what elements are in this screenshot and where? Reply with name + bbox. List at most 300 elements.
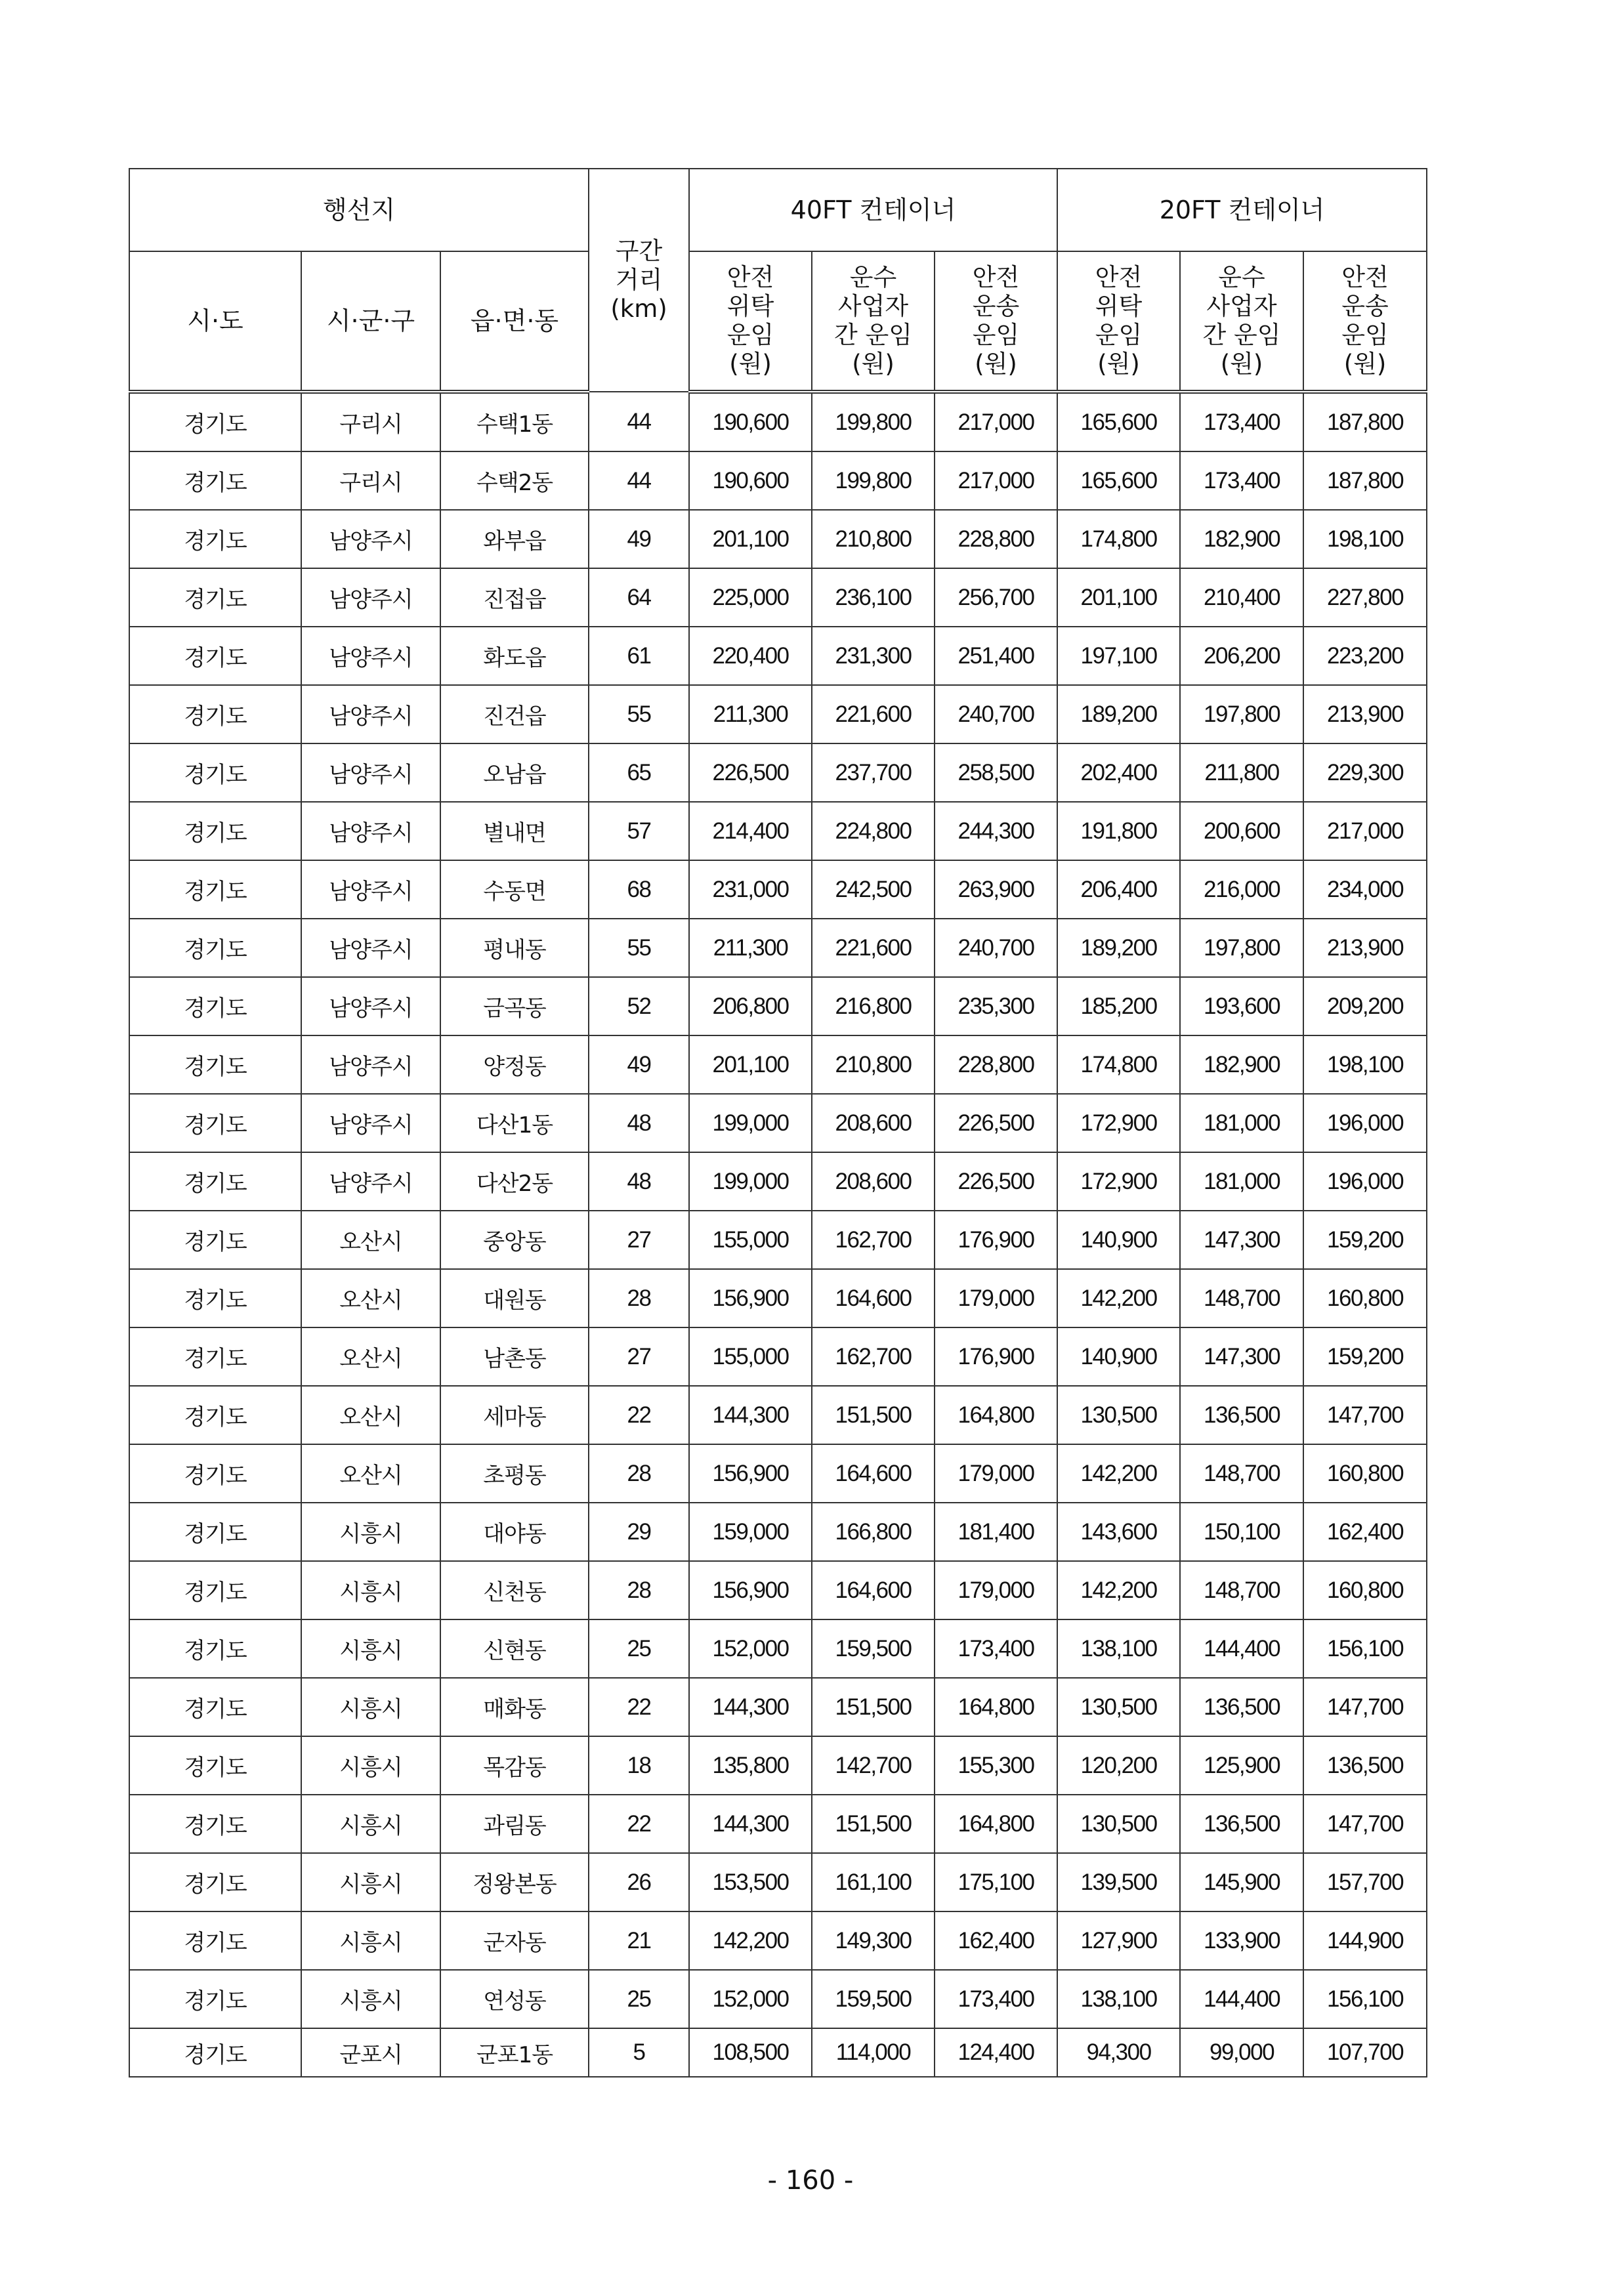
ft20-safe-consign-cell: 142,200 <box>1057 1269 1180 1327</box>
sido-cell: 경기도 <box>129 1211 301 1269</box>
eupmyeondong-cell: 남촌동 <box>440 1327 589 1386</box>
ft20-safe-transport-cell: 196,000 <box>1303 1094 1427 1152</box>
sido-cell: 경기도 <box>129 510 301 568</box>
ft40-safe-transport-cell: 226,500 <box>935 1152 1057 1211</box>
distance-cell: 26 <box>589 1853 689 1911</box>
distance-cell: 57 <box>589 802 689 860</box>
ft40-safe-transport-cell: 240,700 <box>935 919 1057 977</box>
sido-cell: 경기도 <box>129 2028 301 2077</box>
ft40-carrier-cell: 199,800 <box>812 392 935 451</box>
eupmyeondong-cell: 과림동 <box>440 1795 589 1853</box>
ft20-safe-transport-cell: 217,000 <box>1303 802 1427 860</box>
sido-cell: 경기도 <box>129 1795 301 1853</box>
ft40-carrier-cell: 208,600 <box>812 1094 935 1152</box>
eupmyeondong-cell: 대원동 <box>440 1269 589 1327</box>
eupmyeondong-cell: 화도읍 <box>440 627 589 685</box>
ft20-safe-transport-cell: 156,100 <box>1303 1619 1427 1678</box>
eupmyeondong-cell: 수택1동 <box>440 392 589 451</box>
sigungu-cell: 시흥시 <box>301 1853 440 1911</box>
sigungu-cell: 남양주시 <box>301 919 440 977</box>
eupmyeondong-cell: 금곡동 <box>440 977 589 1035</box>
ft20-safe-transport-cell: 198,100 <box>1303 1035 1427 1094</box>
ft40-carrier-cell: 159,500 <box>812 1619 935 1678</box>
ft20-safe-transport-cell: 234,000 <box>1303 860 1427 919</box>
ft20-carrier-cell: 136,500 <box>1180 1678 1303 1736</box>
ft40-safe-consign-cell: 135,800 <box>689 1736 812 1795</box>
ft20-carrier-header: 운수 사업자 간 운임 (원) <box>1180 251 1303 392</box>
table-header <box>129 169 1427 392</box>
ft20-safe-transport-cell: 159,200 <box>1303 1211 1427 1269</box>
ft20-safe-consign-cell: 172,900 <box>1057 1152 1180 1211</box>
ft20-carrier-cell: 136,500 <box>1180 1386 1303 1444</box>
ft40-safe-transport-cell: 244,300 <box>935 802 1057 860</box>
freight-rate-table <box>129 168 1427 2077</box>
ft40-safe-consign-cell: 159,000 <box>689 1503 812 1561</box>
sido-cell: 경기도 <box>129 802 301 860</box>
ft20-safe-transport-cell: 229,300 <box>1303 743 1427 802</box>
eupmyeondong-cell: 연성동 <box>440 1970 589 2028</box>
ft20-safe-transport-cell: 160,800 <box>1303 1444 1427 1503</box>
ft20-carrier-cell: 148,700 <box>1180 1269 1303 1327</box>
sido-header: 시·도 <box>129 251 301 392</box>
table-row <box>129 802 1427 860</box>
sigungu-cell: 구리시 <box>301 392 440 451</box>
sigungu-cell: 구리시 <box>301 451 440 510</box>
ft20-carrier-cell: 181,000 <box>1180 1094 1303 1152</box>
ft40-carrier-cell: 166,800 <box>812 1503 935 1561</box>
eupmyeondong-cell: 다산2동 <box>440 1152 589 1211</box>
ft40-safe-consign-cell: 214,400 <box>689 802 812 860</box>
sigungu-cell: 남양주시 <box>301 685 440 743</box>
ft20-safe-transport-cell: 196,000 <box>1303 1152 1427 1211</box>
ft40-safe-transport-cell: 164,800 <box>935 1386 1057 1444</box>
ft40-carrier-cell: 151,500 <box>812 1795 935 1853</box>
sido-cell: 경기도 <box>129 919 301 977</box>
distance-cell: 28 <box>589 1561 689 1619</box>
ft40-carrier-cell: 221,600 <box>812 685 935 743</box>
ft20-safe-transport-cell: 213,900 <box>1303 919 1427 977</box>
sido-cell: 경기도 <box>129 1911 301 1970</box>
ft20-safe-consign-cell: 174,800 <box>1057 510 1180 568</box>
ft40-carrier-cell: 162,700 <box>812 1211 935 1269</box>
ft20-safe-consign-cell: 130,500 <box>1057 1386 1180 1444</box>
eupmyeondong-cell: 군포1동 <box>440 2028 589 2077</box>
ft40-safe-transport-header: 안전 운송 운임 (원) <box>935 251 1057 392</box>
ft40-safe-consign-header: 안전 위탁 운임 (원) <box>689 251 812 392</box>
ft20-safe-transport-cell: 147,700 <box>1303 1795 1427 1853</box>
table-row <box>129 1503 1427 1561</box>
eupmyeondong-cell: 진건읍 <box>440 685 589 743</box>
table-row <box>129 1911 1427 1970</box>
ft20-carrier-cell: 125,900 <box>1180 1736 1303 1795</box>
ft40-safe-consign-cell: 156,900 <box>689 1444 812 1503</box>
ft40-safe-consign-cell: 144,300 <box>689 1386 812 1444</box>
ft40-safe-consign-cell: 144,300 <box>689 1795 812 1853</box>
table-row <box>129 510 1427 568</box>
sido-cell: 경기도 <box>129 627 301 685</box>
ft20-carrier-cell: 182,900 <box>1180 1035 1303 1094</box>
ft40-safe-consign-cell: 155,000 <box>689 1327 812 1386</box>
table-row <box>129 1269 1427 1327</box>
distance-cell: 44 <box>589 451 689 510</box>
ft40-safe-transport-cell: 175,100 <box>935 1853 1057 1911</box>
table-row <box>129 1619 1427 1678</box>
ft20-safe-consign-cell: 174,800 <box>1057 1035 1180 1094</box>
sido-cell: 경기도 <box>129 1444 301 1503</box>
ft40-safe-transport-cell: 162,400 <box>935 1911 1057 1970</box>
sigungu-cell: 남양주시 <box>301 802 440 860</box>
ft40-carrier-cell: 221,600 <box>812 919 935 977</box>
ft20-safe-consign-cell: 206,400 <box>1057 860 1180 919</box>
ft20-carrier-cell: 145,900 <box>1180 1853 1303 1911</box>
ft40-safe-consign-cell: 155,000 <box>689 1211 812 1269</box>
table-row <box>129 1152 1427 1211</box>
sigungu-cell: 오산시 <box>301 1386 440 1444</box>
distance-cell: 28 <box>589 1269 689 1327</box>
ft40-safe-transport-cell: 228,800 <box>935 1035 1057 1094</box>
ft40-carrier-cell: 231,300 <box>812 627 935 685</box>
ft20-safe-consign-cell: 94,300 <box>1057 2028 1180 2077</box>
sido-cell: 경기도 <box>129 451 301 510</box>
table-row <box>129 919 1427 977</box>
ft40-carrier-cell: 151,500 <box>812 1386 935 1444</box>
eupmyeondong-cell: 수동면 <box>440 860 589 919</box>
ft20-carrier-cell: 206,200 <box>1180 627 1303 685</box>
ft20-carrier-cell: 197,800 <box>1180 685 1303 743</box>
sigungu-cell: 시흥시 <box>301 1619 440 1678</box>
eupmyeondong-cell: 대야동 <box>440 1503 589 1561</box>
ft40-carrier-cell: 114,000 <box>812 2028 935 2077</box>
ft20-safe-consign-cell: 201,100 <box>1057 568 1180 627</box>
ft40-safe-consign-cell: 206,800 <box>689 977 812 1035</box>
ft20-safe-transport-cell: 147,700 <box>1303 1386 1427 1444</box>
distance-cell: 65 <box>589 743 689 802</box>
ft40-safe-transport-cell: 164,800 <box>935 1795 1057 1853</box>
ft40-safe-transport-cell: 258,500 <box>935 743 1057 802</box>
ft40-safe-consign-cell: 220,400 <box>689 627 812 685</box>
eupmyeondong-cell: 매화동 <box>440 1678 589 1736</box>
ft20-safe-consign-cell: 130,500 <box>1057 1795 1180 1853</box>
ft20-carrier-cell: 173,400 <box>1180 451 1303 510</box>
ft40-safe-transport-cell: 164,800 <box>935 1678 1057 1736</box>
ft40-safe-transport-cell: 217,000 <box>935 451 1057 510</box>
sido-cell: 경기도 <box>129 977 301 1035</box>
ft20-safe-consign-cell: 130,500 <box>1057 1678 1180 1736</box>
distance-cell: 49 <box>589 510 689 568</box>
distance-cell: 18 <box>589 1736 689 1795</box>
ft20-carrier-cell: 200,600 <box>1180 802 1303 860</box>
ft40-carrier-cell: 151,500 <box>812 1678 935 1736</box>
sigungu-cell: 남양주시 <box>301 568 440 627</box>
ft40-safe-transport-cell: 124,400 <box>935 2028 1057 2077</box>
ft20-safe-transport-cell: 162,400 <box>1303 1503 1427 1561</box>
sigungu-cell: 오산시 <box>301 1269 440 1327</box>
distance-cell: 27 <box>589 1327 689 1386</box>
distance-cell: 55 <box>589 919 689 977</box>
distance-cell: 5 <box>589 2028 689 2077</box>
sido-cell: 경기도 <box>129 743 301 802</box>
sigungu-cell: 시흥시 <box>301 1795 440 1853</box>
eupmyeondong-cell: 별내면 <box>440 802 589 860</box>
ft20-safe-transport-cell: 223,200 <box>1303 627 1427 685</box>
distance-cell: 21 <box>589 1911 689 1970</box>
ft40-carrier-cell: 164,600 <box>812 1444 935 1503</box>
sigungu-cell: 시흥시 <box>301 1503 440 1561</box>
eupmyeondong-cell: 양정동 <box>440 1035 589 1094</box>
ft40-container-header: 40FT 컨테이너 <box>689 169 1057 251</box>
ft20-safe-transport-cell: 144,900 <box>1303 1911 1427 1970</box>
table-row <box>129 568 1427 627</box>
ft40-safe-consign-cell: 231,000 <box>689 860 812 919</box>
ft20-carrier-cell: 211,800 <box>1180 743 1303 802</box>
table-row <box>129 1678 1427 1736</box>
ft40-safe-transport-cell: 263,900 <box>935 860 1057 919</box>
sido-cell: 경기도 <box>129 392 301 451</box>
ft40-carrier-cell: 224,800 <box>812 802 935 860</box>
ft20-safe-transport-cell: 107,700 <box>1303 2028 1427 2077</box>
eupmyeondong-cell: 중앙동 <box>440 1211 589 1269</box>
ft40-safe-consign-cell: 201,100 <box>689 510 812 568</box>
ft20-safe-consign-cell: 120,200 <box>1057 1736 1180 1795</box>
ft20-carrier-cell: 148,700 <box>1180 1561 1303 1619</box>
eupmyeondong-cell: 신현동 <box>440 1619 589 1678</box>
sigungu-header: 시·군·구 <box>301 251 440 392</box>
sigungu-cell: 오산시 <box>301 1444 440 1503</box>
ft20-carrier-cell: 210,400 <box>1180 568 1303 627</box>
ft40-carrier-cell: 159,500 <box>812 1970 935 2028</box>
ft20-safe-consign-cell: 140,900 <box>1057 1327 1180 1386</box>
ft40-safe-consign-cell: 108,500 <box>689 2028 812 2077</box>
ft40-safe-consign-cell: 142,200 <box>689 1911 812 1970</box>
sido-cell: 경기도 <box>129 568 301 627</box>
sigungu-cell: 남양주시 <box>301 1152 440 1211</box>
ft40-safe-transport-cell: 181,400 <box>935 1503 1057 1561</box>
table-row <box>129 392 1427 451</box>
ft20-safe-transport-cell: 157,700 <box>1303 1853 1427 1911</box>
eupmyeondong-cell: 와부읍 <box>440 510 589 568</box>
ft40-safe-transport-cell: 155,300 <box>935 1736 1057 1795</box>
ft20-carrier-cell: 150,100 <box>1180 1503 1303 1561</box>
eupmyeondong-cell: 초평동 <box>440 1444 589 1503</box>
sido-cell: 경기도 <box>129 1152 301 1211</box>
ft40-carrier-cell: 142,700 <box>812 1736 935 1795</box>
eupmyeondong-cell: 신천동 <box>440 1561 589 1619</box>
ft20-safe-transport-cell: 209,200 <box>1303 977 1427 1035</box>
ft20-safe-consign-cell: 191,800 <box>1057 802 1180 860</box>
sigungu-cell: 시흥시 <box>301 1678 440 1736</box>
ft20-safe-transport-cell: 160,800 <box>1303 1269 1427 1327</box>
ft20-carrier-cell: 144,400 <box>1180 1970 1303 2028</box>
ft40-safe-transport-cell: 217,000 <box>935 392 1057 451</box>
ft20-safe-transport-cell: 227,800 <box>1303 568 1427 627</box>
ft40-safe-transport-cell: 240,700 <box>935 685 1057 743</box>
sido-cell: 경기도 <box>129 1094 301 1152</box>
sigungu-cell: 오산시 <box>301 1327 440 1386</box>
ft40-carrier-cell: 242,500 <box>812 860 935 919</box>
eupmyeondong-cell: 군자동 <box>440 1911 589 1970</box>
ft40-safe-transport-cell: 251,400 <box>935 627 1057 685</box>
distance-cell: 25 <box>589 1619 689 1678</box>
distance-cell: 22 <box>589 1678 689 1736</box>
ft40-safe-transport-cell: 173,400 <box>935 1970 1057 2028</box>
sigungu-cell: 시흥시 <box>301 1970 440 2028</box>
ft40-safe-consign-cell: 199,000 <box>689 1152 812 1211</box>
eupmyeondong-cell: 오남읍 <box>440 743 589 802</box>
ft20-safe-consign-cell: 138,100 <box>1057 1619 1180 1678</box>
distance-cell: 68 <box>589 860 689 919</box>
ft20-safe-consign-cell: 142,200 <box>1057 1561 1180 1619</box>
ft40-safe-consign-cell: 152,000 <box>689 1619 812 1678</box>
table-row <box>129 685 1427 743</box>
ft20-carrier-cell: 197,800 <box>1180 919 1303 977</box>
ft40-safe-consign-cell: 211,300 <box>689 685 812 743</box>
ft40-safe-transport-cell: 226,500 <box>935 1094 1057 1152</box>
distance-cell: 64 <box>589 568 689 627</box>
ft20-carrier-cell: 181,000 <box>1180 1152 1303 1211</box>
table-row <box>129 1035 1427 1094</box>
ft20-carrier-cell: 216,000 <box>1180 860 1303 919</box>
sigungu-cell: 남양주시 <box>301 1035 440 1094</box>
ft20-carrier-cell: 147,300 <box>1180 1327 1303 1386</box>
ft20-safe-consign-cell: 197,100 <box>1057 627 1180 685</box>
ft20-carrier-cell: 193,600 <box>1180 977 1303 1035</box>
table-row <box>129 1386 1427 1444</box>
sido-cell: 경기도 <box>129 1619 301 1678</box>
ft40-safe-consign-cell: 156,900 <box>689 1561 812 1619</box>
ft40-safe-consign-cell: 144,300 <box>689 1678 812 1736</box>
ft40-carrier-cell: 199,800 <box>812 451 935 510</box>
ft40-carrier-cell: 216,800 <box>812 977 935 1035</box>
ft20-safe-consign-cell: 185,200 <box>1057 977 1180 1035</box>
distance-header: 구간 거리 (km) <box>589 169 689 392</box>
ft20-carrier-cell: 148,700 <box>1180 1444 1303 1503</box>
eupmyeondong-cell: 정왕본동 <box>440 1853 589 1911</box>
ft20-safe-consign-cell: 189,200 <box>1057 685 1180 743</box>
ft20-safe-consign-cell: 142,200 <box>1057 1444 1180 1503</box>
table-row <box>129 1561 1427 1619</box>
sido-cell: 경기도 <box>129 1386 301 1444</box>
ft20-carrier-cell: 136,500 <box>1180 1795 1303 1853</box>
ft40-carrier-cell: 162,700 <box>812 1327 935 1386</box>
ft40-safe-consign-cell: 225,000 <box>689 568 812 627</box>
ft40-carrier-cell: 164,600 <box>812 1561 935 1619</box>
ft40-safe-transport-cell: 173,400 <box>935 1619 1057 1678</box>
sigungu-cell: 남양주시 <box>301 977 440 1035</box>
table-row <box>129 977 1427 1035</box>
sigungu-cell: 오산시 <box>301 1211 440 1269</box>
ft40-safe-transport-cell: 179,000 <box>935 1561 1057 1619</box>
ft20-safe-transport-cell: 147,700 <box>1303 1678 1427 1736</box>
table-row <box>129 1444 1427 1503</box>
ft20-safe-transport-cell: 136,500 <box>1303 1736 1427 1795</box>
ft20-safe-transport-cell: 156,100 <box>1303 1970 1427 2028</box>
ft40-safe-transport-cell: 256,700 <box>935 568 1057 627</box>
ft20-safe-consign-cell: 127,900 <box>1057 1911 1180 1970</box>
distance-cell: 22 <box>589 1795 689 1853</box>
ft40-carrier-cell: 210,800 <box>812 1035 935 1094</box>
ft20-safe-consign-cell: 202,400 <box>1057 743 1180 802</box>
ft20-safe-consign-cell: 172,900 <box>1057 1094 1180 1152</box>
ft20-container-header: 20FT 컨테이너 <box>1057 169 1427 251</box>
eupmyeondong-cell: 평내동 <box>440 919 589 977</box>
eupmyeondong-cell: 진접읍 <box>440 568 589 627</box>
eupmyeondong-cell: 목감동 <box>440 1736 589 1795</box>
sigungu-cell: 남양주시 <box>301 860 440 919</box>
sido-cell: 경기도 <box>129 1678 301 1736</box>
ft20-safe-transport-cell: 187,800 <box>1303 451 1427 510</box>
distance-cell: 29 <box>589 1503 689 1561</box>
table-row <box>129 1970 1427 2028</box>
ft40-safe-consign-cell: 199,000 <box>689 1094 812 1152</box>
ft20-safe-consign-cell: 139,500 <box>1057 1853 1180 1911</box>
ft20-safe-transport-header: 안전 운송 운임 (원) <box>1303 251 1427 392</box>
eupmyeondong-header: 읍·면·동 <box>440 251 589 392</box>
distance-cell: 48 <box>589 1094 689 1152</box>
ft20-carrier-cell: 182,900 <box>1180 510 1303 568</box>
sigungu-cell: 남양주시 <box>301 510 440 568</box>
sigungu-cell: 군포시 <box>301 2028 440 2077</box>
ft40-carrier-cell: 210,800 <box>812 510 935 568</box>
table-row <box>129 1094 1427 1152</box>
ft40-carrier-cell: 164,600 <box>812 1269 935 1327</box>
sido-cell: 경기도 <box>129 685 301 743</box>
ft40-safe-transport-cell: 179,000 <box>935 1269 1057 1327</box>
ft20-carrier-cell: 99,000 <box>1180 2028 1303 2077</box>
ft20-safe-consign-cell: 165,600 <box>1057 451 1180 510</box>
destination-header: 행선지 <box>129 169 589 251</box>
ft20-carrier-cell: 173,400 <box>1180 392 1303 451</box>
ft40-safe-transport-cell: 176,900 <box>935 1211 1057 1269</box>
distance-cell: 25 <box>589 1970 689 2028</box>
table-row <box>129 743 1427 802</box>
distance-cell: 28 <box>589 1444 689 1503</box>
ft40-safe-consign-cell: 211,300 <box>689 919 812 977</box>
ft40-carrier-header: 운수 사업자 간 운임 (원) <box>812 251 935 392</box>
sido-cell: 경기도 <box>129 1561 301 1619</box>
distance-cell: 22 <box>589 1386 689 1444</box>
ft40-safe-consign-cell: 201,100 <box>689 1035 812 1094</box>
table-row <box>129 1211 1427 1269</box>
ft40-safe-transport-cell: 235,300 <box>935 977 1057 1035</box>
ft40-safe-transport-cell: 228,800 <box>935 510 1057 568</box>
ft20-safe-transport-cell: 198,100 <box>1303 510 1427 568</box>
sigungu-cell: 시흥시 <box>301 1736 440 1795</box>
ft40-safe-transport-cell: 179,000 <box>935 1444 1057 1503</box>
sigungu-cell: 남양주시 <box>301 627 440 685</box>
table-row <box>129 1736 1427 1795</box>
eupmyeondong-cell: 다산1동 <box>440 1094 589 1152</box>
sido-cell: 경기도 <box>129 1503 301 1561</box>
page-number: - 160 - <box>767 2165 854 2196</box>
sido-cell: 경기도 <box>129 1269 301 1327</box>
ft40-safe-consign-cell: 190,600 <box>689 392 812 451</box>
table-row <box>129 1327 1427 1386</box>
distance-cell: 52 <box>589 977 689 1035</box>
sido-cell: 경기도 <box>129 1736 301 1795</box>
sido-cell: 경기도 <box>129 1853 301 1911</box>
ft40-safe-consign-cell: 153,500 <box>689 1853 812 1911</box>
eupmyeondong-cell: 세마동 <box>440 1386 589 1444</box>
ft40-carrier-cell: 237,700 <box>812 743 935 802</box>
sido-cell: 경기도 <box>129 1327 301 1386</box>
distance-cell: 44 <box>589 392 689 451</box>
ft20-safe-consign-cell: 189,200 <box>1057 919 1180 977</box>
table-row <box>129 451 1427 510</box>
ft20-safe-transport-cell: 213,900 <box>1303 685 1427 743</box>
distance-cell: 55 <box>589 685 689 743</box>
ft20-safe-transport-cell: 159,200 <box>1303 1327 1427 1386</box>
ft20-safe-consign-cell: 138,100 <box>1057 1970 1180 2028</box>
